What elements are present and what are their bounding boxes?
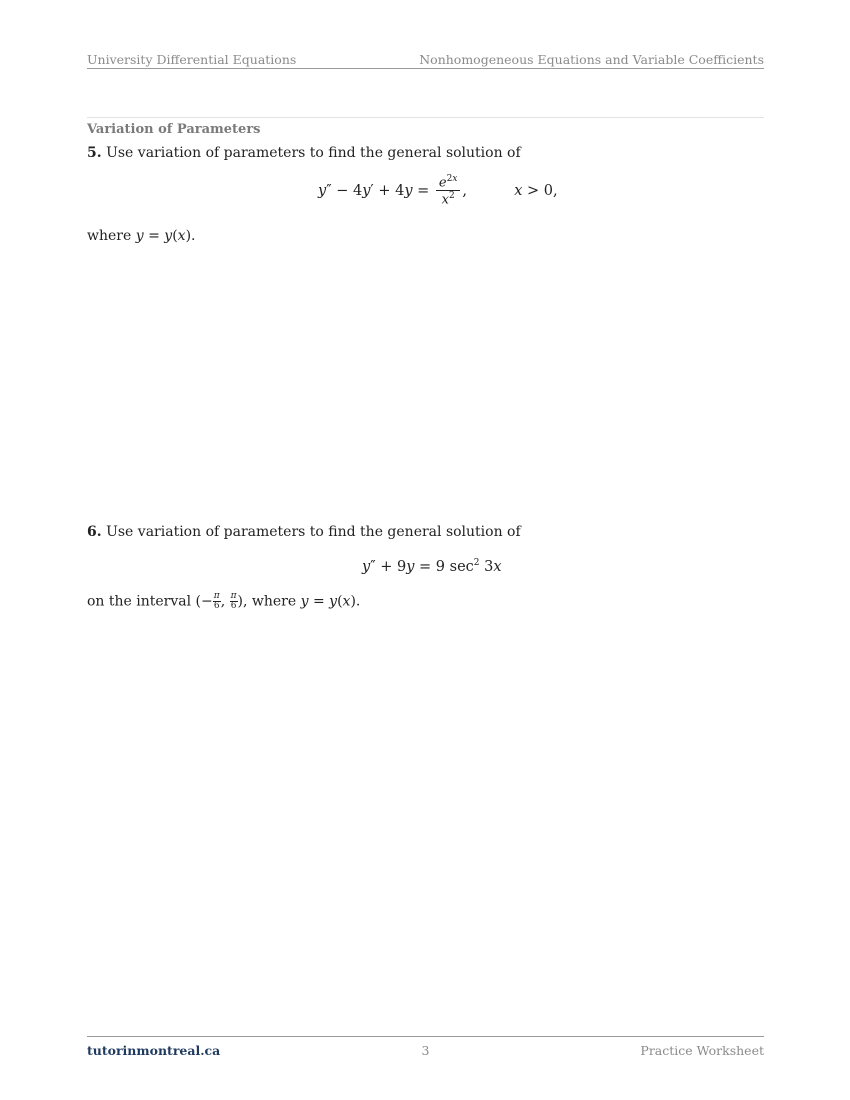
problem-5-condition: x > 0, xyxy=(514,182,558,199)
problem-6-equation: y″ + 9y = 9 $\sec^2 3x$ xyxy=(362,558,502,575)
section-title: Variation of Parameters xyxy=(87,122,261,137)
header-course-title: University Differential Equations xyxy=(87,52,297,67)
footer-page-number: 3 xyxy=(421,1043,430,1058)
problem-5-note: where y = y(x). xyxy=(87,228,196,244)
problem-5-prompt: Use variation of parameters to find the general solution of xyxy=(106,145,521,161)
header-topic-title: Nonhomogeneous Equations and Variable Coefficients xyxy=(419,52,764,67)
problem-5-statement xyxy=(87,145,521,161)
problem-5-rhs-fraction: $\frac{e^{2x}}{x^2}$ xyxy=(436,174,461,208)
problem-6-statement xyxy=(87,524,521,540)
problem-5-number: 5. xyxy=(87,145,102,161)
interval-lower-fraction: $\frac{\pi}{6}$ xyxy=(213,591,220,611)
page-footer xyxy=(87,1036,764,1061)
section-divider xyxy=(87,117,764,118)
page-header xyxy=(87,50,764,69)
problem-6-number: 6. xyxy=(87,524,102,540)
problem-6-note-prefix: on the interval xyxy=(87,593,192,610)
footer-site-name: tutorinmontreal.ca xyxy=(87,1043,221,1058)
footer-doc-type: Practice Worksheet xyxy=(640,1043,764,1058)
problem-6-note: on the interval (− $\frac{\pi}{6}$ , $\frac{\pi}{6}$ ), where y = y(x). xyxy=(87,591,361,611)
problem-5-equation: y″ − 4y′ + 4y = $\frac{e^{2x}}{x^2}$ , x > 0, xyxy=(318,174,558,208)
interval-upper-fraction: $\frac{\pi}{6}$ xyxy=(230,591,237,611)
problem-6-prompt: Use variation of parameters to find the general solution of xyxy=(106,524,521,540)
